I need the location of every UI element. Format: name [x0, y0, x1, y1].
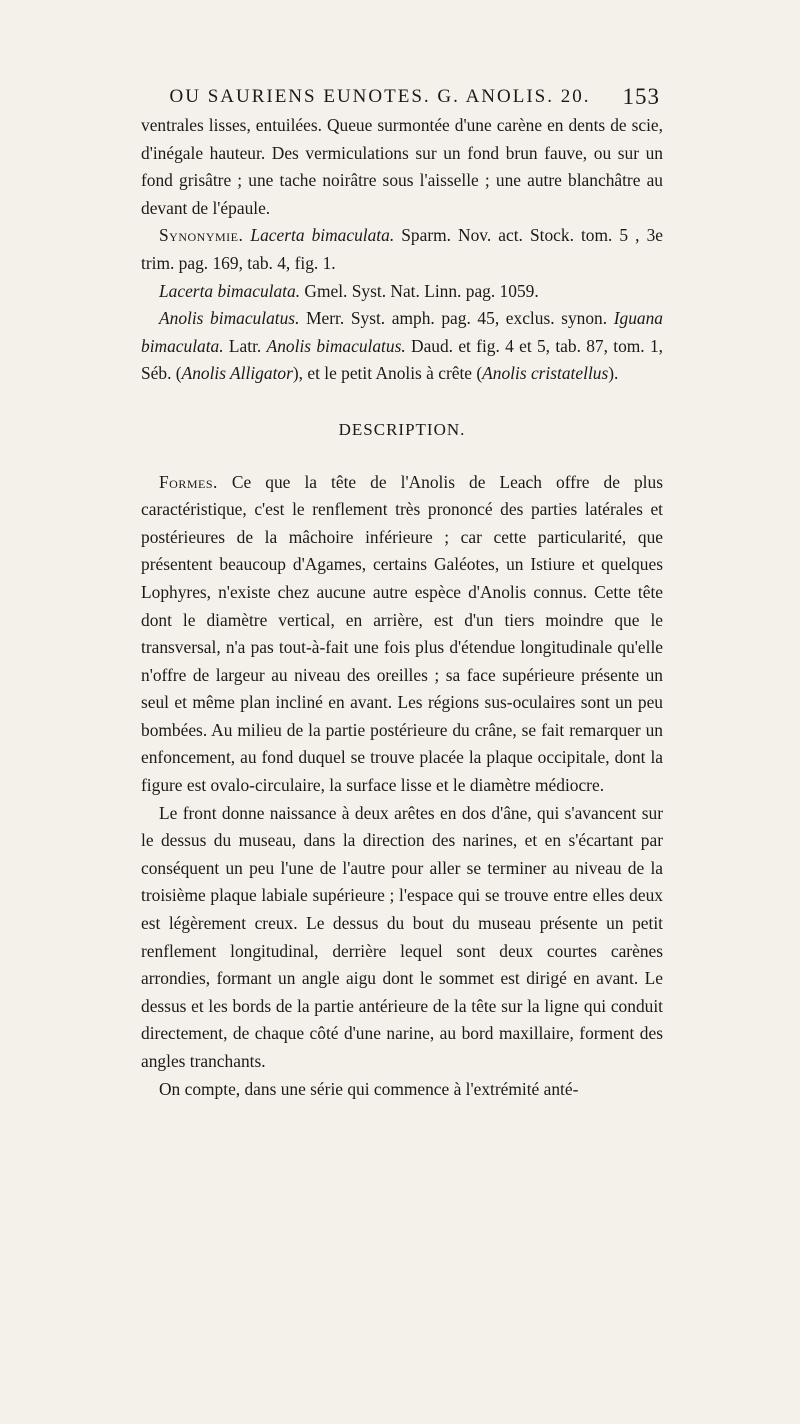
formes-label: Formes. [159, 471, 218, 492]
synonym-reference: ). [608, 363, 619, 384]
synonym-reference: Latr. [228, 335, 262, 356]
synonym-name: Anolis bimaculatus. [159, 308, 300, 329]
synonym-name: Iguana bimaculata. [141, 308, 663, 356]
last-paragraph [141, 1076, 663, 1104]
synonymy-label: Synonymie. [159, 225, 244, 246]
formes-paragraph [141, 469, 663, 800]
last-text: On compte, dans une série qui commence à l'extrémité anté- [159, 1078, 579, 1099]
intro-text: ventrales lisses, entuilées. Queue surmontée d'une carène en dents de scie, d'inégale hauteur. Des vermiculations sur un fond brun fauve, ou sur un fond grisâtre ; une tache noirâtre sous l'aisselle ; une autre blanchâtre au devant de l'épaule. [141, 115, 663, 218]
page-number: 153 [622, 84, 660, 109]
synonymy-continuation [141, 278, 663, 306]
synonym-reference: ), et le petit Anolis à crête ( [292, 363, 483, 384]
synonym-name: Anolis Alligator [181, 363, 293, 384]
synonymy-paragraph [141, 222, 663, 277]
synonym-reference: Daud. et fig. 4 et 5, tab. 87, tom. 1, Séb. ( [141, 335, 663, 384]
formes-text: Ce que la tête de l'Anolis de Leach offre de plus caractéristique, c'est le renflement très prononcé des parties latérales et postérieures de la mâchoire inférieure ; car cette particularité, que présentent beaucoup d'Agames, certains Galéotes, un Istiure et quelques Lophyres, n'existe chez aucune autre espèce d'Anolis connus. Cette tête dont le diamètre vertical, en arrière, est d'un tiers moindre que le transversal, n'a pas tout-à-fait une fois plus d'étendue longitudinale qu'elle n'offre de largeur au niveau des oreilles ; sa face supérieure présente un seul et même plan incliné en avant. Les régions sus-oculaires sont un peu bombées. Au milieu de la partie postérieure du crâne, se fait remarquer un enfoncement, au fond duquel se trouve placée la plaque occipitale, dont la figure est ovalo-circulaire, la surface lisse et le diamètre médiocre. [141, 471, 663, 796]
front-text: Le front donne naissance à deux arêtes en dos d'âne, qui s'avancent sur le dessus du museau, dans la direction des narines, et en s'écartant par conséquent un peu l'une de l'autre pour aller se terminer au niveau de la troisième plaque labiale supérieure ; l'espace qui se trouve entre elles deux est légèrement creux. Le dessus du bout du museau présente un petit renflement longitudinal, derrière lequel sont deux courtes carènes arrondies, formant un angle aigu dont le sommet est dirigé en avant. Le dessus et les bords de la partie antérieure de la tête sur la ligne qui conduit directement, de chaque côté d'une narine, au bord maxillaire, forment des angles tranchants. [141, 802, 663, 1071]
synonymy-continuation [141, 305, 663, 388]
running-head [140, 82, 660, 112]
synonym-name: Lacerta bimaculata. [159, 280, 301, 301]
synonym-reference: Merr. Syst. amph. pag. 45, exclus. synon. [306, 308, 608, 329]
front-paragraph [141, 800, 663, 1076]
section-heading: DESCRIPTION. [338, 419, 466, 439]
synonym-name: Lacerta bimaculata. [250, 225, 395, 246]
synonym-name: Anolis cristatellus [482, 363, 609, 384]
synonym-reference: Sparm. Nov. act. Stock. tom. 5 , 3e trim. pag. 169, tab. 4, fig. 1. [141, 225, 663, 273]
intro-paragraph [141, 112, 663, 222]
running-title: OU SAURIENS EUNOTES. G. ANOLIS. 20. [169, 86, 591, 107]
synonym-name: Anolis bimaculatus. [266, 335, 406, 356]
synonym-reference: Gmel. Syst. Nat. Linn. pag. 1059. [304, 280, 539, 301]
page-body [141, 112, 663, 1103]
